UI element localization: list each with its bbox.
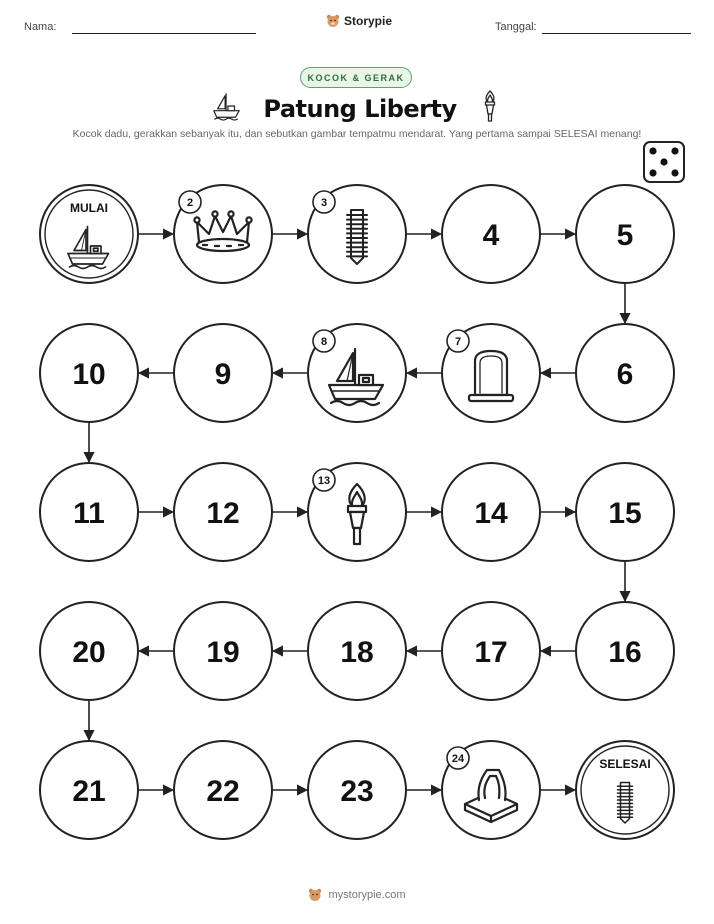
- tablet-icon: [347, 210, 367, 264]
- bear-mascot-icon: [308, 888, 322, 902]
- space-number-badge: 3: [320, 197, 328, 209]
- space-number-badge: 13: [317, 475, 331, 487]
- board-space-12: [174, 463, 272, 561]
- brand-name: Storypie: [344, 14, 393, 28]
- board-space-7: [442, 324, 540, 422]
- space-number: 23: [340, 775, 374, 808]
- instructions: Kocok dadu, gerakkan sebanyak itu, dan sebutkan gambar tempatmu mendarat. Yang pertama sampai SELESAI menang!: [72, 128, 642, 140]
- tablet-icon: [618, 783, 633, 824]
- board-space-2: [174, 185, 272, 283]
- space-number: 10: [72, 358, 106, 391]
- activity-badge: KOCOK & GERAK: [300, 67, 412, 88]
- footer-url: mystorypie.com: [328, 889, 406, 901]
- board-space-5: [576, 185, 674, 283]
- stone-tablet-icon: [469, 351, 513, 401]
- space-number: 12: [206, 497, 240, 530]
- board-space-13: [308, 463, 406, 561]
- space-number: 21: [72, 775, 106, 808]
- title-text: Patung Liberty: [263, 95, 457, 123]
- space-number: 17: [474, 636, 508, 669]
- date-label: Tanggal:: [495, 21, 537, 33]
- board-space-8: [308, 324, 406, 422]
- board-space-22: [174, 741, 272, 839]
- start-space: [40, 185, 138, 283]
- die-pip: [671, 169, 678, 176]
- board-space-16: [576, 602, 674, 700]
- board-space-10: [40, 324, 138, 422]
- space-number-badge: 7: [454, 336, 462, 348]
- space-number: 5: [616, 219, 634, 252]
- board-space-3: [308, 185, 406, 283]
- start-label: MULAI: [70, 201, 108, 215]
- finish-label: SELESAI: [599, 757, 651, 771]
- space-number: 6: [616, 358, 634, 391]
- space-number-badge: 2: [186, 197, 194, 209]
- board-space-18: [308, 602, 406, 700]
- space-number: 14: [474, 497, 508, 530]
- board-space-14: [442, 463, 540, 561]
- space-number: 16: [608, 636, 642, 669]
- board-space-11: [40, 463, 138, 561]
- space-number: 15: [608, 497, 642, 530]
- name-label: Nama:: [24, 21, 57, 33]
- space-number: 9: [214, 358, 232, 391]
- board-space-20: [40, 602, 138, 700]
- footer: [0, 888, 714, 902]
- board-space-9: [174, 324, 272, 422]
- board-space-19: [174, 602, 272, 700]
- space-number: 20: [72, 636, 106, 669]
- space-number: 19: [206, 636, 240, 669]
- space-number: 11: [73, 497, 105, 530]
- board-space-23: [308, 741, 406, 839]
- space-number: 22: [206, 775, 240, 808]
- die-pip: [649, 147, 656, 154]
- space-number-badge: 8: [320, 336, 328, 348]
- space-number: 18: [340, 636, 374, 669]
- die-pip: [660, 158, 667, 165]
- die-pip: [671, 147, 678, 154]
- board-space-6: [576, 324, 674, 422]
- space-number: 4: [482, 219, 500, 252]
- space-number-badge: 24: [451, 753, 465, 765]
- board-space-21: [40, 741, 138, 839]
- board-space-24: [442, 741, 540, 839]
- die-pip: [649, 169, 656, 176]
- die-icon[interactable]: [644, 142, 684, 182]
- finish-space: [576, 741, 674, 839]
- board-space-17: [442, 602, 540, 700]
- board-space-4: [442, 185, 540, 283]
- board-space-15: [576, 463, 674, 561]
